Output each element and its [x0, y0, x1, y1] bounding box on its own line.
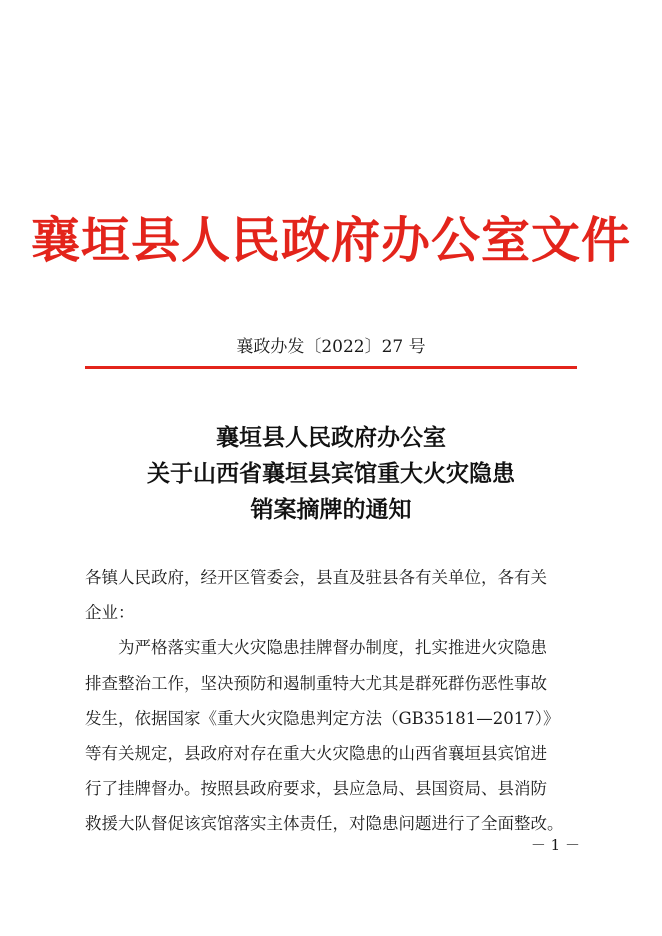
body-line: 行了挂牌督办。按照县政府要求，县应急局、县国资局、县消防	[85, 779, 547, 799]
body-line: 排查整治工作，坚决预防和遏制重特大尤其是群死群伤恶性事故	[85, 673, 547, 693]
notice-body	[85, 560, 577, 842]
document-number: 襄政办发〔2022〕27 号	[236, 337, 426, 357]
body-line-addressees-end: 企业：	[85, 603, 135, 623]
page-number: － 1 －	[530, 836, 580, 854]
body-line: 等有关规定，县政府对存在重大火灾隐患的山西省襄垣县宾馆进	[85, 743, 547, 763]
notice-title-line: 销案摘牌的通知	[250, 496, 412, 523]
body-line-addressees: 各镇人民政府，经开区管委会，县直及驻县各有关单位，各有关	[85, 568, 547, 587]
red-divider-rule	[85, 366, 577, 369]
body-line: 为严格落实重大火灾隐患挂牌督办制度，扎实推进火灾隐患	[85, 638, 547, 658]
notice-title-line: 襄垣县人民政府办公室	[216, 424, 446, 451]
body-line: 救援大队督促该宾馆落实主体责任，对隐患问题进行了全面整改。	[85, 814, 564, 834]
document-masthead: 襄垣县人民政府办公室文件	[30, 211, 631, 269]
body-line: 发生，依据国家《重大火灾隐患判定方法（GB35181—2017）》	[85, 708, 560, 728]
notice-title-line: 关于山西省襄垣县宾馆重大火灾隐患	[147, 460, 515, 487]
notice-title	[0, 420, 662, 528]
